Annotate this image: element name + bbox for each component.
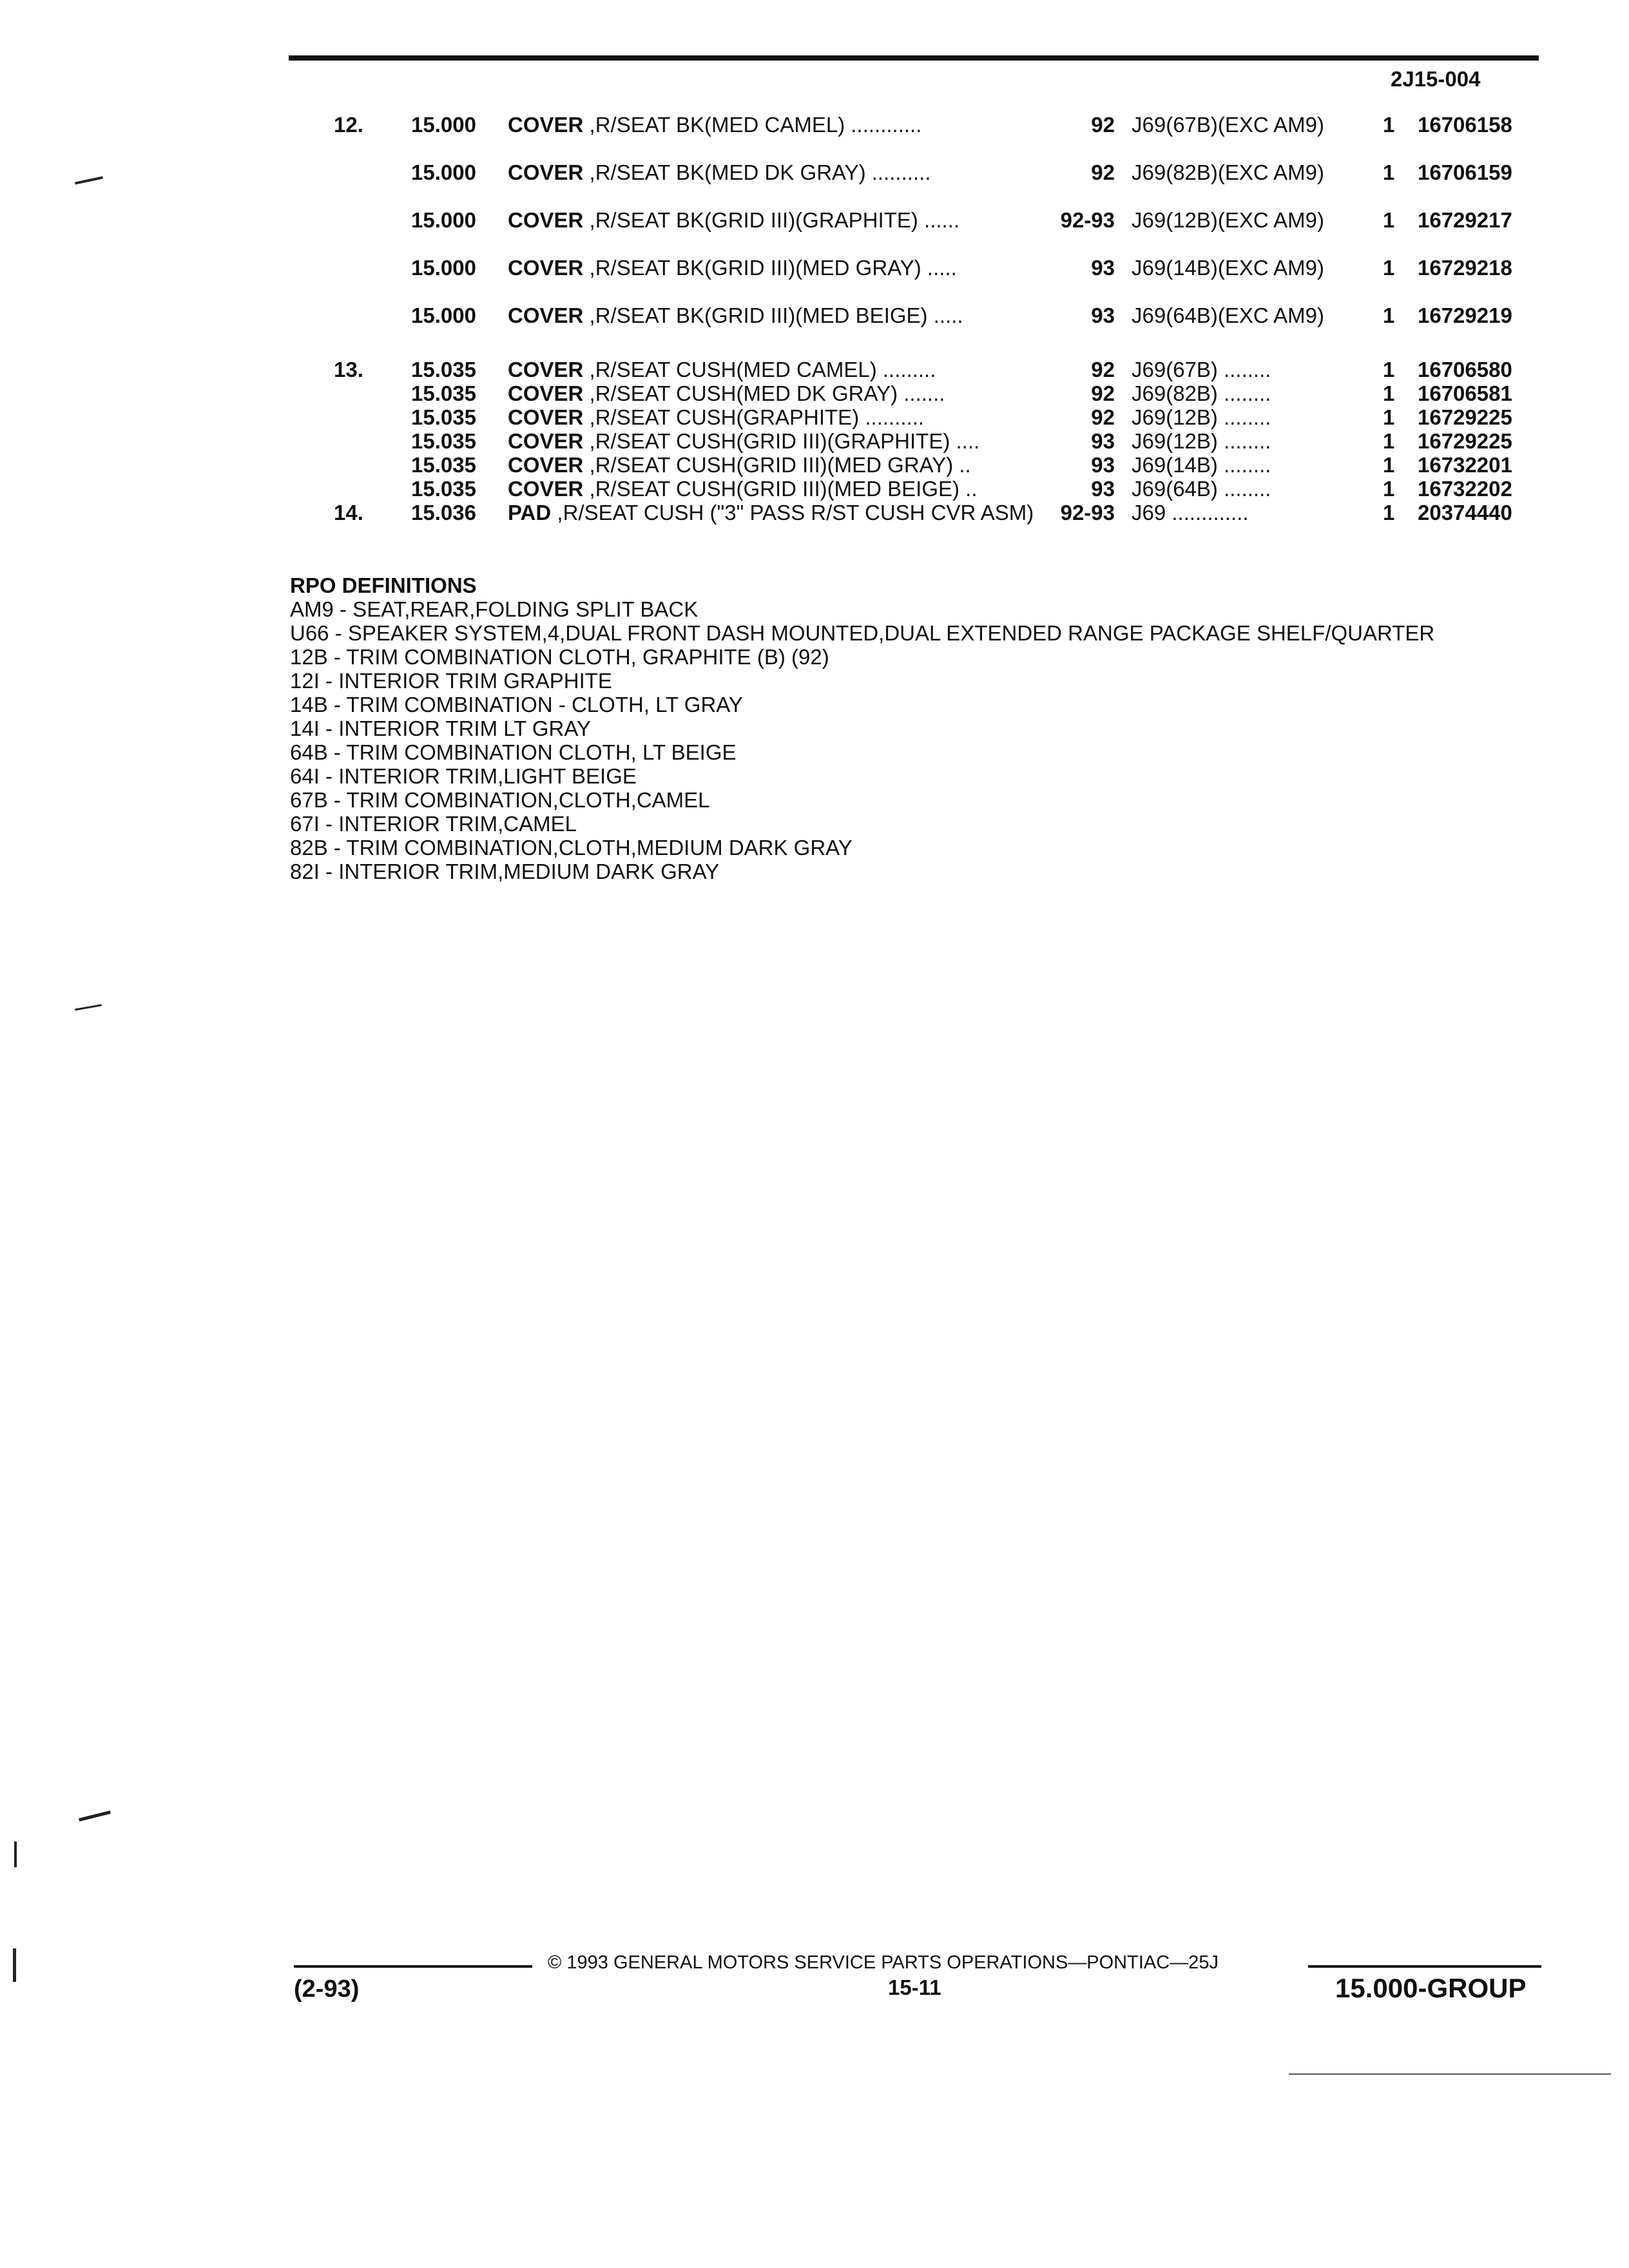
quantity: 1 <box>1383 477 1395 501</box>
part-detail: ,R/SEAT CUSH ("3" PASS R/ST CUSH CVR ASM) <box>551 501 1034 524</box>
rpo-line: 14I - INTERIOR TRIM LT GRAY <box>290 716 591 740</box>
footer-copyright: © 1993 GENERAL MOTORS SERVICE PARTS OPERATIONS—PONTIAC—25J <box>548 1952 1219 1973</box>
footer-rule-right <box>1308 1965 1541 1968</box>
part-number: 16706581 <box>1418 381 1512 405</box>
rpo-line: 14B - TRIM COMBINATION - CLOTH, LT GRAY <box>290 693 743 716</box>
part-number: 20374440 <box>1418 501 1512 524</box>
part-description <box>508 113 1036 137</box>
part-detail: ,R/SEAT CUSH(GRID III)(GRAPHITE) .... <box>583 429 980 453</box>
scan-mark <box>75 176 103 184</box>
rpo-line: 67I - INTERIOR TRIM,CAMEL <box>290 812 577 836</box>
part-noun: PAD <box>508 501 552 524</box>
group-number: 15.035 <box>411 453 476 477</box>
part-description <box>508 382 1036 405</box>
part-detail: ,R/SEAT BK(GRID III)(MED GRAY) ..... <box>583 256 957 280</box>
part-detail: ,R/SEAT BK(MED DK GRAY) .......... <box>583 160 931 184</box>
model-year: 93 <box>1091 477 1115 501</box>
part-detail: ,R/SEAT CUSH(GRID III)(MED BEIGE) .. <box>583 477 978 501</box>
part-number: 16729225 <box>1418 405 1512 429</box>
usage: J69(14B)(EXC AM9) <box>1132 256 1324 280</box>
scan-mark <box>79 1811 111 1821</box>
scan-mark <box>13 1948 16 1982</box>
group-number: 15.035 <box>411 358 476 381</box>
rpo-definitions <box>290 573 1434 883</box>
part-description <box>508 256 1036 280</box>
footer-date: (2-93) <box>294 1975 360 2003</box>
part-number: 16732202 <box>1418 477 1512 501</box>
rpo-line: 64I - INTERIOR TRIM,LIGHT BEIGE <box>290 764 637 788</box>
rpo-title: RPO DEFINITIONS <box>290 573 477 597</box>
quantity: 1 <box>1383 429 1395 453</box>
quantity: 1 <box>1383 381 1395 405</box>
model-year: 93 <box>1091 453 1115 477</box>
rpo-line: 82B - TRIM COMBINATION,CLOTH,MEDIUM DARK GRAY <box>290 836 853 860</box>
part-detail: ,R/SEAT CUSH(GRAPHITE) .......... <box>583 405 925 429</box>
rpo-line: 12B - TRIM COMBINATION CLOTH, GRAPHITE (B) (92) <box>290 645 829 669</box>
part-noun: COVER <box>508 381 584 405</box>
part-noun: COVER <box>508 303 584 327</box>
part-noun: COVER <box>508 405 584 429</box>
part-description <box>508 161 1036 184</box>
usage: J69(67B)(EXC AM9) <box>1132 113 1324 137</box>
part-description <box>508 358 1036 381</box>
item-number: 12. <box>334 113 363 137</box>
scan-mark <box>75 1004 102 1010</box>
quantity: 1 <box>1383 160 1395 184</box>
part-detail: ,R/SEAT BK(GRID III)(GRAPHITE) ...... <box>583 208 960 232</box>
part-noun: COVER <box>508 208 584 232</box>
page-code: 2J15-004 <box>1391 67 1481 91</box>
part-description <box>508 501 1036 524</box>
group-number: 15.036 <box>411 501 476 524</box>
part-description <box>508 406 1036 429</box>
part-number: 16706580 <box>1418 358 1512 381</box>
rpo-line: AM9 - SEAT,REAR,FOLDING SPLIT BACK <box>290 597 699 621</box>
model-year: 92 <box>1091 358 1115 381</box>
quantity: 1 <box>1383 256 1395 280</box>
footer-rule-left <box>294 1965 532 1968</box>
part-detail: ,R/SEAT BK(MED CAMEL) ............ <box>583 113 922 137</box>
group-number: 15.035 <box>411 381 476 405</box>
model-year: 93 <box>1091 303 1115 327</box>
part-noun: COVER <box>508 160 584 184</box>
part-noun: COVER <box>508 256 584 280</box>
part-number: 16729218 <box>1418 256 1512 280</box>
usage: J69(64B)(EXC AM9) <box>1132 303 1324 327</box>
rpo-line: U66 - SPEAKER SYSTEM,4,DUAL FRONT DASH MOUNTED,DUAL EXTENDED RANGE PACKAGE SHELF/QUARTER <box>290 621 1435 645</box>
item-number: 14. <box>334 501 363 524</box>
part-number: 16729217 <box>1418 208 1512 232</box>
part-number: 16706158 <box>1418 113 1512 137</box>
group-number: 15.000 <box>411 303 476 327</box>
model-year: 92-93 <box>1060 208 1115 232</box>
rpo-line: 67B - TRIM COMBINATION,CLOTH,CAMEL <box>290 788 710 812</box>
scan-mark <box>14 1841 17 1867</box>
part-description <box>508 304 1036 327</box>
footer-page-number: 15-11 <box>888 1975 941 1999</box>
part-detail: ,R/SEAT CUSH(GRID III)(MED GRAY) .. <box>583 453 971 477</box>
part-noun: COVER <box>508 429 584 453</box>
usage: J69(12B)(EXC AM9) <box>1132 208 1324 232</box>
usage: J69 ............. <box>1132 501 1249 524</box>
part-noun: COVER <box>508 113 584 137</box>
group-number: 15.000 <box>411 256 476 280</box>
group-number: 15.000 <box>411 113 476 137</box>
model-year: 93 <box>1091 256 1115 280</box>
header-rule <box>289 55 1539 61</box>
usage: J69(64B) ........ <box>1132 477 1271 501</box>
quantity: 1 <box>1383 501 1395 524</box>
model-year: 92 <box>1091 113 1115 137</box>
model-year: 92 <box>1091 381 1115 405</box>
usage: J69(14B) ........ <box>1132 453 1271 477</box>
scan-mark <box>1289 2073 1611 2075</box>
group-number: 15.000 <box>411 208 476 232</box>
quantity: 1 <box>1383 405 1395 429</box>
quantity: 1 <box>1383 453 1395 477</box>
quantity: 1 <box>1383 208 1395 232</box>
part-number: 16729225 <box>1418 429 1512 453</box>
part-detail: ,R/SEAT BK(GRID III)(MED BEIGE) ..... <box>583 303 963 327</box>
part-description <box>508 477 1036 501</box>
item-number: 13. <box>334 358 363 381</box>
usage: J69(12B) ........ <box>1132 429 1271 453</box>
model-year: 92-93 <box>1060 501 1115 524</box>
part-description <box>508 430 1036 453</box>
quantity: 1 <box>1383 113 1395 137</box>
quantity: 1 <box>1383 358 1395 381</box>
group-number: 15.035 <box>411 405 476 429</box>
part-number: 16706159 <box>1418 160 1512 184</box>
part-description <box>508 454 1036 477</box>
part-detail: ,R/SEAT CUSH(MED CAMEL) ......... <box>583 358 936 381</box>
part-number: 16729219 <box>1418 303 1512 327</box>
part-number: 16732201 <box>1418 453 1512 477</box>
rpo-line: 82I - INTERIOR TRIM,MEDIUM DARK GRAY <box>290 860 720 883</box>
model-year: 93 <box>1091 429 1115 453</box>
part-detail: ,R/SEAT CUSH(MED DK GRAY) ....... <box>583 381 945 405</box>
group-number: 15.000 <box>411 160 476 184</box>
usage: J69(67B) ........ <box>1132 358 1271 381</box>
footer-group: 15.000-GROUP <box>1335 1973 1527 2003</box>
group-number: 15.035 <box>411 477 476 501</box>
usage: J69(82B)(EXC AM9) <box>1132 160 1324 184</box>
part-noun: COVER <box>508 477 584 501</box>
model-year: 92 <box>1091 160 1115 184</box>
rpo-line: 64B - TRIM COMBINATION CLOTH, LT BEIGE <box>290 740 737 764</box>
quantity: 1 <box>1383 303 1395 327</box>
model-year: 92 <box>1091 405 1115 429</box>
part-description <box>508 209 1036 232</box>
part-noun: COVER <box>508 453 584 477</box>
group-number: 15.035 <box>411 429 476 453</box>
usage: J69(82B) ........ <box>1132 381 1271 405</box>
part-noun: COVER <box>508 358 584 381</box>
rpo-line: 12I - INTERIOR TRIM GRAPHITE <box>290 669 612 693</box>
usage: J69(12B) ........ <box>1132 405 1271 429</box>
